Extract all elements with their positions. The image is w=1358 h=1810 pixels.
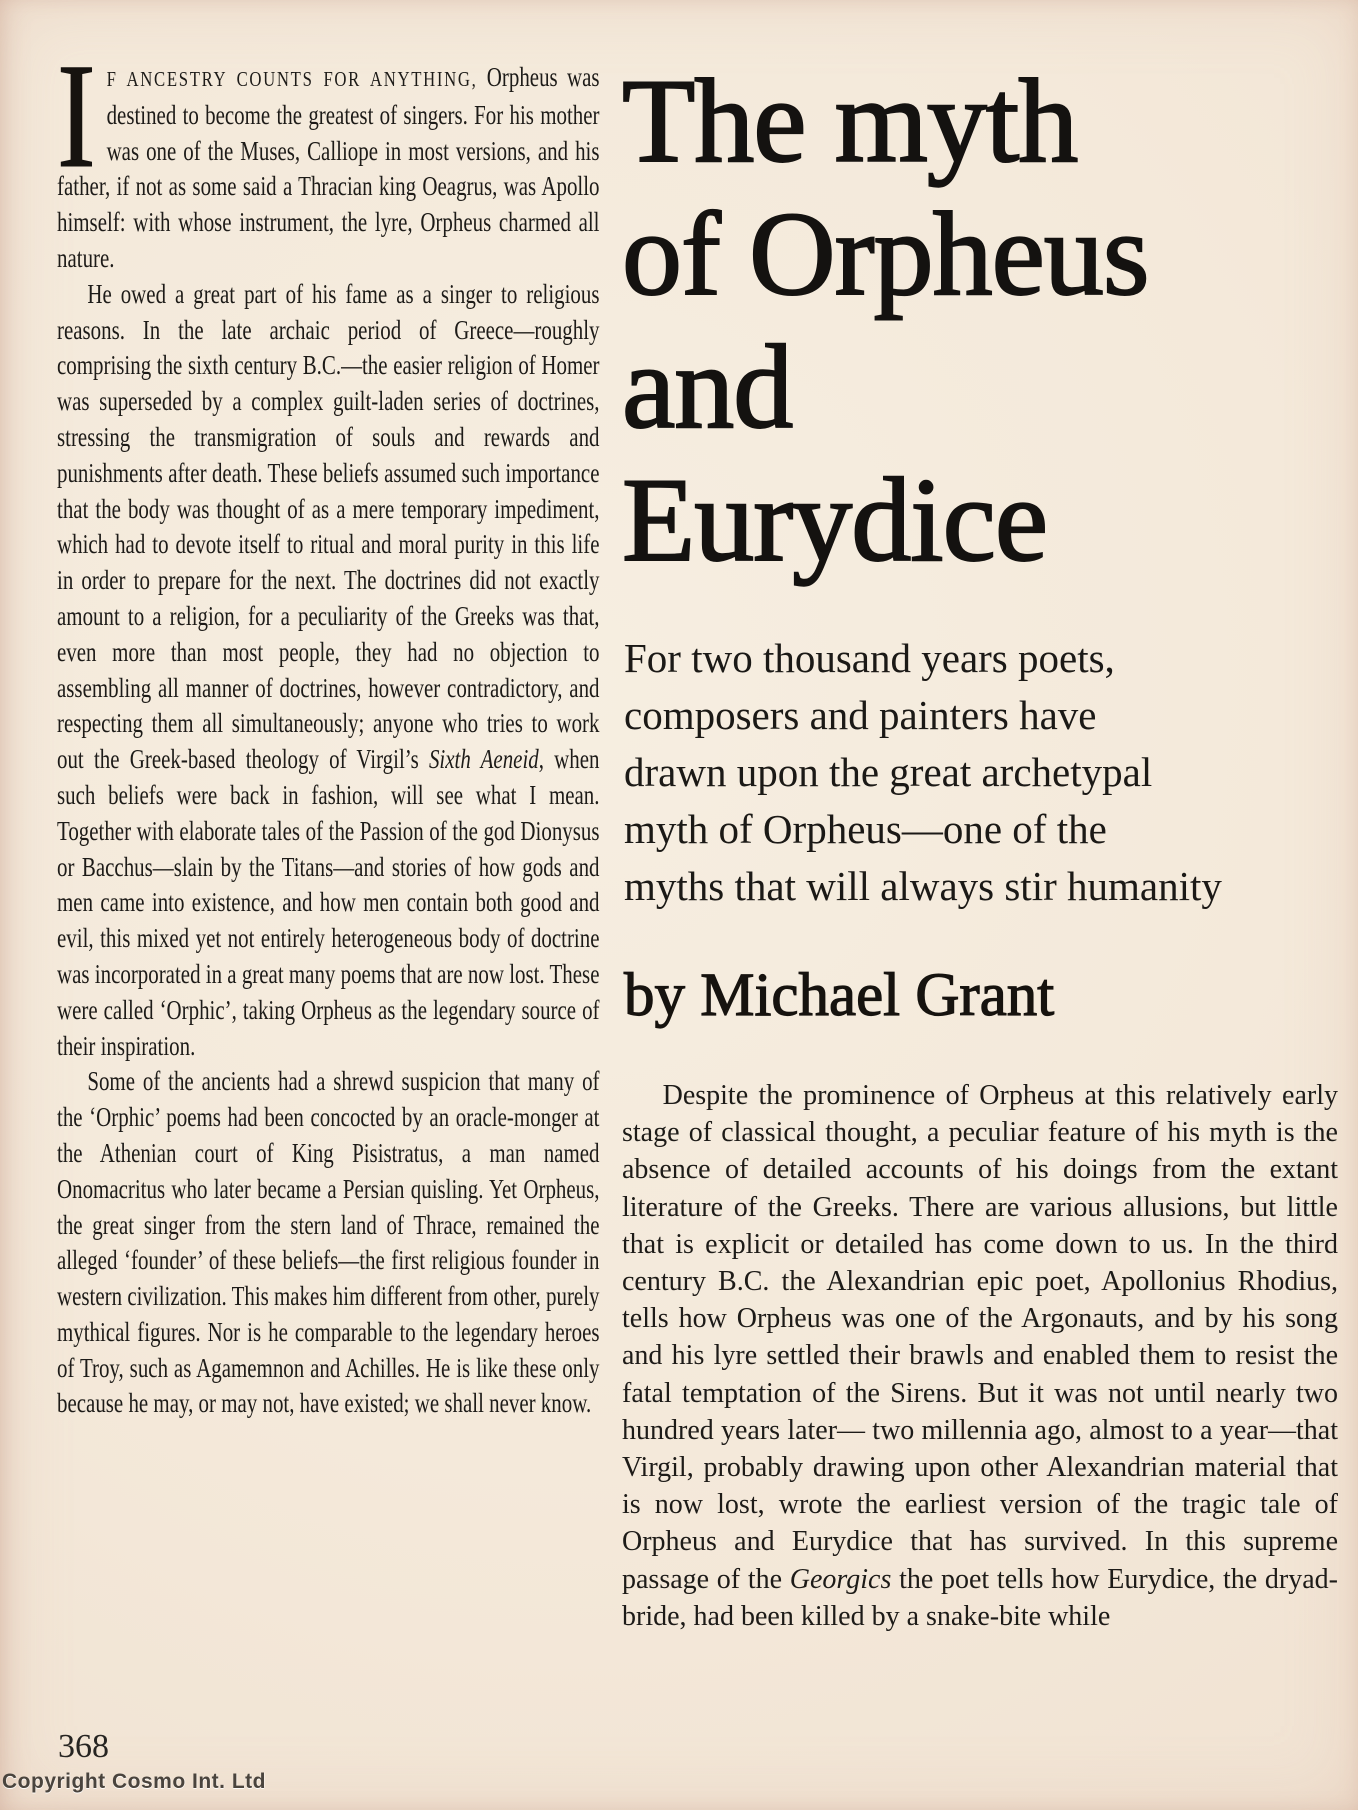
opening-paragraph [57, 33, 600, 277]
article-title [622, 54, 1338, 586]
italic-book-title: Georgics [789, 1563, 892, 1595]
title-line: Eurydice [622, 453, 1048, 586]
drop-cap-letter: I [57, 33, 96, 199]
page-number: 368 [58, 1728, 109, 1765]
opening-small-caps: F ANCESTRY COUNTS FOR ANYTHING, [106, 67, 478, 91]
right-column [622, 54, 1338, 1635]
subtitle-line: For two thousand years poets, [624, 635, 1115, 681]
paragraph-text: He owed a great part of his fame as a singer to religious reasons. In the late archaic period of Greece—roughly comprising the sixth century B.C.—the easier religion of Homer was superseded by a complex guilt-laden series of doctrines, stressing the transmigration of souls and rewards and punishments after death. These beliefs assumed such importance that the body was thought of as a mere temporary impediment, which had to devote itself to ritual and moral purity in this life in order to prepare for the next. The doctrines did not exactly amount to a religion, for a peculiarity of the Greeks was that, even more than most people, they had no objection to assembling all manner of doctrines, however contradictory, and respecting them all simultaneously; anyone who tries to work out the Greek-based theology of Virgil’s [57, 278, 600, 775]
left-column [57, 33, 600, 1422]
title-line: and [622, 320, 793, 453]
subtitle-line: myths that will always stir humanity [624, 863, 1222, 909]
subtitle-line: myth of Orpheus—one of the [624, 806, 1107, 852]
title-line: The myth [622, 54, 1078, 187]
paragraph-religious-fame [57, 277, 600, 1065]
paragraph-text: , when such beliefs were back in fashion, will see what I mean. Together with elaborate tales of the Passion of the god Dionysus or Bacchus—slain by the Titans—and stories of how gods and men came into existence, and how men contain both good and evil, this mixed yet not entirely heterogeneous body of doctrine was incorporated in a great many poems that are now lost. These were called ‘Orphic’, taking Orpheus as the legendary source of their inspiration. [57, 744, 600, 1061]
copyright-watermark: Copyright Cosmo Int. Ltd [2, 1770, 266, 1793]
paragraph-text: the poet tells how Eurydice, the dryad-bride, had been killed by a snake-bite while [622, 1563, 1338, 1632]
paragraph-text: Despite the prominence of Orpheus at this relatively early stage of classical thought, a peculiar feature of his myth is the absence of detailed accounts of his doings from the extant literature of the Greeks. There are various allusions, but little that is explicit or detailed has come down to us. In the third century B.C. the Alexandrian epic poet, Apollonius Rhodius, tells how Orpheus was one of the Argonauts, and by his song and his lyre settled their brawls and enabled them to resist the fatal temptation of the Sirens. But it was not until nearly two hundred years later— two millennia ago, almost to a year—that Virgil, probably drawing upon other Alexandrian material that is now lost, wrote the earliest version of the tragic tale of Orpheus and Eurydice that has survived. In this supreme passage of the [622, 1080, 1338, 1595]
article-byline: by Michael Grant [624, 962, 1055, 1029]
opening-paragraph-text: Orpheus was destined to become the greatest of singers. For his mother was one of the Muses, Calliope in most versions, and his father, if not as some said a Thracian king Oeagrus, was Apollo himself: with whose instrument, the lyre, Orpheus charmed all nature. [57, 62, 600, 273]
paragraph-despite-prominence [622, 1077, 1338, 1635]
paragraph-orphic-suspicion: Some of the ancients had a shrewd suspicion that many of the ‘Orphic’ poems had been concocted by an oracle-monger at the Athenian court of King Pisistratus, a man named Onomacritus who later became a Persian quisling. Yet Orpheus, the great singer from the stern land of Thrace, remained the alleged ‘founder’ of these beliefs—the first religious founder in western civilization. This makes him different from other, purely mythical figures. Nor is he comparable to the legendary heroes of Troy, such as Agamemnon and Achilles. He is like these only because he may, or may not, have existed; we shall never know. [57, 1066, 600, 1419]
subtitle-line: composers and painters have [624, 692, 1097, 738]
article-subtitle [624, 630, 1338, 915]
subtitle-line: drawn upon the great archetypal [624, 749, 1153, 795]
title-line: of Orpheus [622, 187, 1149, 320]
italic-book-title: Sixth Aeneid [428, 744, 539, 775]
